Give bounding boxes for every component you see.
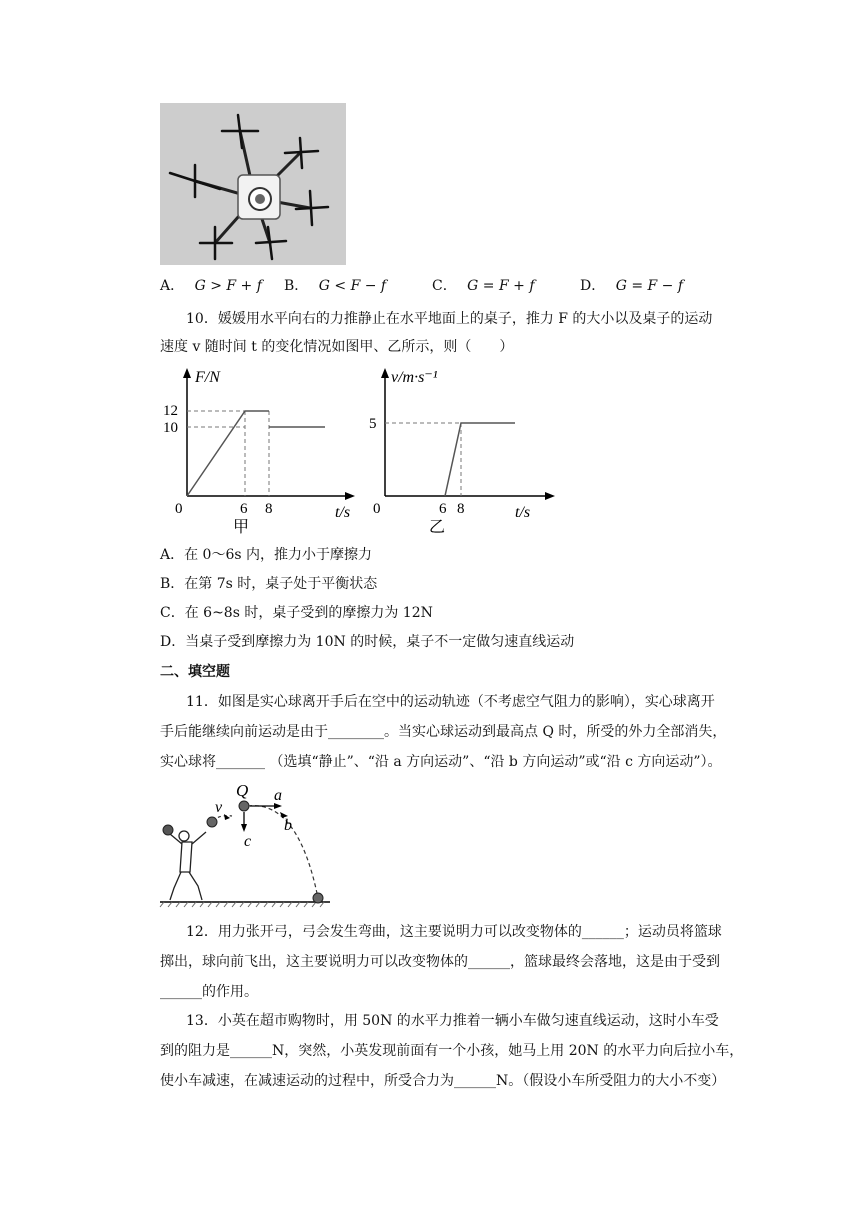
q10-stem-line2: 速度 v 随时间 t 的变化情况如图甲、乙所示，则（ ）	[160, 339, 514, 355]
option-formula: G > F + f	[194, 278, 262, 294]
origin-label: 0	[373, 501, 381, 517]
y-tick-5: 5	[369, 416, 377, 432]
drone-photo	[160, 103, 346, 265]
arrow-c-head	[241, 824, 247, 832]
y-tick-10: 10	[163, 420, 178, 436]
y-axis-arrow	[381, 368, 389, 378]
label-c: c	[244, 833, 252, 850]
label-b: b	[284, 817, 292, 834]
x-tick-8: 8	[457, 501, 465, 517]
q9-option-a	[160, 276, 262, 296]
thrower-figure	[170, 831, 206, 900]
q12-line1: 12．用力张开弓，弓会发生弯曲，这主要说明力可以改变物体的______；运动员将篮球	[186, 924, 722, 940]
q11-figure	[158, 780, 338, 910]
origin-label: 0	[175, 501, 183, 517]
x-tick-6: 6	[439, 501, 447, 517]
force-curve	[187, 411, 269, 496]
x-label: t/s	[515, 504, 531, 521]
falling-path	[248, 806, 318, 898]
q11-line3: 实心球将_______ （选填“静止”、“沿 a 方向运动”、“沿 b 方向运动”或“沿 c 方向运动”）。	[160, 754, 722, 770]
q9-option-d	[580, 276, 683, 296]
option-formula: G = F + f	[467, 278, 535, 294]
q13-line1: 13．小英在超市购物时，用 50N 的水平力推着一辆小车做匀速直线运动，这时小车受	[186, 1013, 719, 1029]
q10-option-d: D．当桌子受到摩擦力为 10N 的时候，桌子不一定做匀速直线运动	[160, 634, 575, 650]
caption-yi: 乙	[429, 519, 446, 536]
caption-jia: 甲	[233, 519, 250, 536]
x-label: t/s	[335, 504, 351, 521]
x-tick-6: 6	[240, 501, 248, 517]
q10-option-a: A．在 0～6s 内，推力小于摩擦力	[160, 547, 373, 563]
x-axis-arrow	[545, 492, 555, 500]
section-heading: 二、填空题	[160, 664, 230, 680]
drone-illustration	[160, 103, 346, 265]
y-axis-arrow	[183, 368, 191, 378]
q10-stem-line1: 10．媛媛用水平向右的力推静止在水平地面上的桌子，推力 F 的大小以及桌子的运动	[186, 311, 713, 327]
q12-line2: 掷出，球向前飞出，这主要说明力可以改变物体的______，篮球最终会落地，这是由于受到	[160, 954, 720, 970]
y-label: v/m·s⁻¹	[391, 369, 438, 386]
x-axis-arrow	[345, 492, 355, 500]
option-letter: A．	[160, 278, 185, 294]
label-v: v	[215, 799, 223, 816]
q13-line3: 使小车减速，在减速运动的过程中，所受合力为______N。（假设小车所受阻力的大小不变）	[160, 1073, 726, 1089]
option-letter: B．	[284, 278, 309, 294]
q12-line3: ______的作用。	[160, 984, 258, 1000]
q13-line2: 到的阻力是______N，突然，小英发现前面有一个小孩，她马上用 20N 的水平力向后拉小车，	[160, 1043, 744, 1059]
ball-landed	[313, 893, 323, 903]
q10-option-c: C．在 6~8s 时，桌子受到的摩擦力为 12N	[160, 605, 433, 621]
label-q: Q	[236, 781, 249, 800]
option-formula: G < F − f	[318, 278, 387, 294]
y-tick-12: 12	[163, 403, 178, 419]
y-label: F/N	[195, 369, 220, 386]
ball-top	[239, 801, 249, 811]
option-letter: C．	[432, 278, 457, 294]
arrow-v-head	[224, 814, 230, 820]
figure-jia	[165, 366, 360, 536]
q10-option-b: B．在第 7s 时，桌子处于平衡状态	[160, 576, 378, 592]
q9-option-b	[284, 276, 386, 296]
ball-in-hand	[163, 825, 173, 835]
q11-line2: 手后能继续向前运动是由于________。当实心球运动到最高点 Q 时，所受的外力全部消失，	[160, 724, 727, 740]
q11-line1: 11．如图是实心球离开手后在空中的运动轨迹（不考虑空气阻力的影响），实心球离开	[186, 694, 715, 710]
figure-yi	[365, 366, 565, 536]
label-a: a	[274, 787, 282, 804]
velocity-curve	[445, 423, 515, 496]
x-tick-8: 8	[265, 501, 273, 517]
q9-option-c	[432, 276, 535, 296]
ball-rising	[207, 817, 217, 827]
option-letter: D．	[580, 278, 606, 294]
option-formula: G = F − f	[615, 278, 684, 294]
